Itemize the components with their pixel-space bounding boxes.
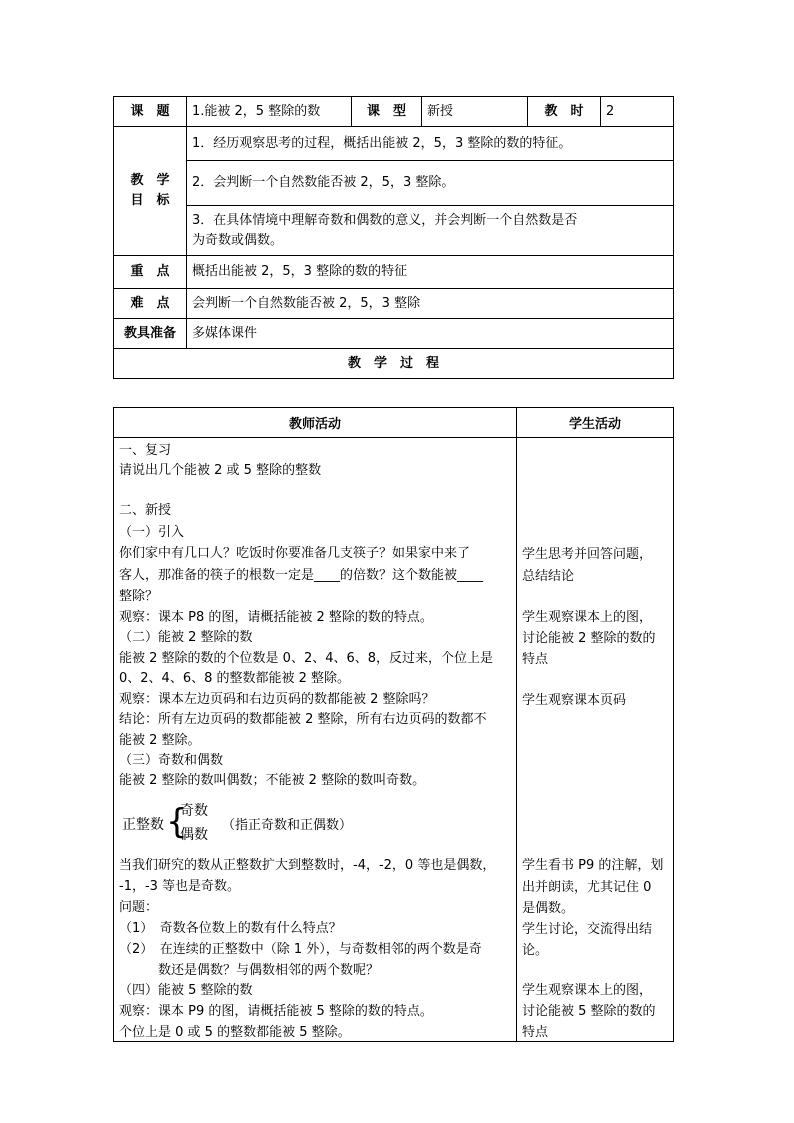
teacher-line: -1，-3 等也是奇数。: [119, 879, 241, 894]
key-point-value: 概括出能被 2，5，3 整除的数的特征: [187, 256, 674, 289]
difficulty-value: 会判断一个自然数能否被 2，5，3 整除: [187, 289, 674, 319]
student-line: 是偶数。: [522, 901, 575, 916]
student-line: 学生观察课本上的图，: [522, 610, 653, 625]
teacher-line: 客人，那准备的筷子的根数一定是____的倍数？这个数能被____: [119, 568, 484, 583]
teacher-line: 观察：课本左边页码和右边页码的数都能被 2 整除吗？: [119, 692, 435, 707]
teacher-line: 请说出几个能被 2 或 5 整除的整数: [119, 463, 322, 478]
teacher-line: 观察：课本 P9 的图，请概括能被 5 整除的数的特点。: [119, 1004, 433, 1019]
teacher-line: 能被 2 整除。: [119, 733, 201, 748]
teacher-line: 当我们研究的数从正整数扩大到整数时，-4，-2，0 等也是偶数，: [119, 858, 496, 873]
odd-label: 奇数: [180, 803, 208, 819]
teacher-line: 结论：所有左边页码的数都能被 2 整除，所有右边页码的数都不: [119, 712, 487, 727]
teacher-line: （2） 在连续的正整数中（除 1 外），与奇数相邻的两个数是奇: [119, 942, 482, 957]
teacher-line: （二）能被 2 整除的数: [119, 630, 253, 645]
classification-diagram: [122, 800, 422, 848]
brace-icon: {: [166, 802, 188, 842]
student-line: 学生看书 P9 的注解，划: [522, 858, 664, 873]
student-line: 学生讨论，交流得出结: [522, 922, 653, 937]
type-label: 课 型: [352, 97, 422, 127]
even-label: 偶数: [180, 827, 208, 843]
teacher-line: 二、新授: [119, 503, 172, 518]
classification-note: （指正奇数和正偶数）: [222, 818, 353, 833]
teacher-line: （一）引入: [119, 525, 185, 540]
topic-value: 1.能被 2，5 整除的数: [187, 97, 352, 127]
student-line: 讨论能被 2 整除的数的: [522, 631, 656, 646]
topic-label: 课 题: [114, 97, 187, 127]
student-line: 学生思考并回答问题，: [522, 547, 653, 562]
teacher-activity-cell: [114, 438, 517, 1042]
teacher-line: 能被 2 整除的数叫偶数；不能被 2 整除的数叫奇数。: [119, 773, 426, 788]
materials-value: 多媒体课件: [187, 319, 674, 349]
student-line: 出并朗读，尤其记住 0: [522, 880, 652, 895]
teacher-line: （三）奇数和偶数: [119, 753, 224, 768]
difficulty-label: 难 点: [114, 289, 187, 319]
hours-label: 教 时: [528, 97, 601, 127]
student-activity-cell: [517, 438, 674, 1042]
teacher-line: 能被 2 整除的数的个位数是 0、2、4、6、8，反过来，个位上是: [119, 651, 494, 666]
student-line: 论。: [522, 943, 549, 958]
teacher-line: 观察：课本 P8 的图，请概括能被 2 整除的数的特点。: [119, 610, 433, 625]
goals-label: 教 学 目 标: [114, 127, 187, 256]
goal-item-2: 2．会判断一个自然数能否被 2，5，3 整除。: [187, 161, 674, 206]
teacher-line: 数还是偶数？与偶数相邻的两个数呢？: [119, 963, 380, 978]
key-point-label: 重 点: [114, 256, 187, 289]
goal-item-1: 1．经历观察思考的过程，概括出能被 2，5，3 整除的数的特征。: [187, 127, 674, 161]
teacher-line: 你们家中有几口人？吃饭时你要准备几支筷子？如果家中来了: [119, 546, 471, 561]
hours-value: 2: [601, 97, 674, 127]
materials-label: 教具准备: [114, 319, 187, 349]
student-line: 特点: [522, 1025, 549, 1040]
process-table: [113, 407, 674, 1042]
lesson-info-table: [113, 96, 674, 379]
student-line: 学生观察课本页码: [522, 693, 627, 708]
teacher-line: 问题：: [119, 900, 159, 915]
student-line: 讨论能被 5 整除的数的: [522, 1004, 656, 1019]
process-title: 教 学 过 程: [114, 349, 674, 379]
teacher-line: 整除？: [119, 589, 159, 604]
goal-item-3: 3．在具体情境中理解奇数和偶数的意义，并会判断一个自然数是否 为奇数或偶数。: [187, 206, 674, 256]
teacher-line: （1） 奇数各位数上的数有什么特点？: [119, 921, 342, 936]
type-value: 新授: [422, 97, 528, 127]
teacher-line: 0、2、4、6、8 的整数都能被 2 整除。: [119, 671, 351, 686]
student-line: 总结结论: [522, 569, 575, 584]
teacher-line: （四）能被 5 整除的数: [119, 983, 253, 998]
teacher-header: 教师活动: [114, 408, 517, 438]
positive-integer-label: 正整数: [122, 817, 164, 833]
teacher-line: 一、复习: [119, 443, 172, 458]
student-header: 学生活动: [517, 408, 674, 438]
student-line: 学生观察课本上的图，: [522, 983, 653, 998]
student-line: 特点: [522, 652, 549, 667]
teacher-line: 个位上是 0 或 5 的整数都能被 5 整除。: [119, 1025, 351, 1040]
